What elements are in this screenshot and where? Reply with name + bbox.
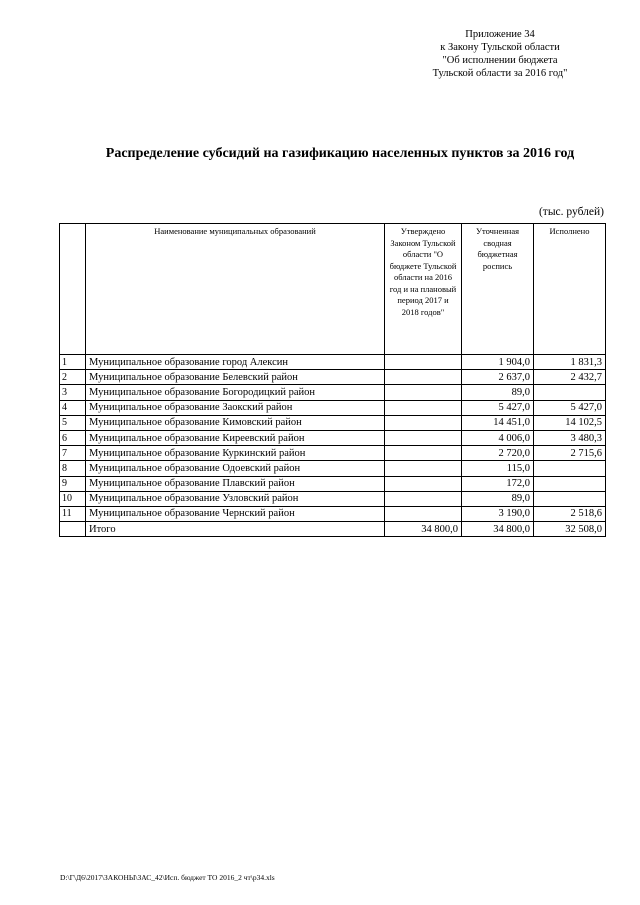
appendix-line-2: к Закону Тульской области <box>440 42 560 53</box>
table-body <box>60 355 606 537</box>
row-num: 7 <box>60 446 86 461</box>
row-specified: 1 904,0 <box>462 355 534 370</box>
row-executed: 32 508,0 <box>534 522 606 537</box>
row-specified: 89,0 <box>462 385 534 400</box>
row-name: Муниципальное образование Плавский район <box>86 476 385 491</box>
file-path-footer: D:\Г\Д6\2017\ЗАКОНЫ\ЗАС_42\Исп. бюджет ТО 2016_2 чт\р34.xls <box>60 873 275 882</box>
row-num: 4 <box>60 400 86 415</box>
row-name: Муниципальное образование Заокский район <box>86 400 385 415</box>
row-specified: 14 451,0 <box>462 415 534 430</box>
table-row <box>60 385 606 400</box>
table-row <box>60 491 606 506</box>
row-num: 10 <box>60 491 86 506</box>
row-specified: 89,0 <box>462 491 534 506</box>
row-num: 6 <box>60 430 86 445</box>
row-specified: 115,0 <box>462 461 534 476</box>
row-executed: 1 831,3 <box>534 355 606 370</box>
row-executed <box>534 491 606 506</box>
row-executed: 2 432,7 <box>534 370 606 385</box>
table-row <box>60 355 606 370</box>
header-executed: Исполнено <box>534 224 606 355</box>
row-approved <box>385 446 462 461</box>
row-executed: 2 518,6 <box>534 506 606 521</box>
row-num: 5 <box>60 415 86 430</box>
row-name: Муниципальное образование город Алексин <box>86 355 385 370</box>
document-title: Распределение субсидий на газификацию населенных пунктов за 2016 год <box>105 146 575 161</box>
row-approved <box>385 415 462 430</box>
row-executed <box>534 385 606 400</box>
row-executed <box>534 476 606 491</box>
row-executed: 3 480,3 <box>534 430 606 445</box>
row-num <box>60 522 86 537</box>
row-num: 2 <box>60 370 86 385</box>
row-approved <box>385 476 462 491</box>
row-approved <box>385 385 462 400</box>
row-name: Итого <box>86 522 385 537</box>
row-approved <box>385 370 462 385</box>
appendix-line-3: "Об исполнении бюджета <box>442 55 558 66</box>
row-num: 9 <box>60 476 86 491</box>
header-num <box>60 224 86 355</box>
table-row <box>60 430 606 445</box>
row-approved <box>385 355 462 370</box>
total-row <box>60 522 606 537</box>
row-name: Муниципальное образование Богородицкий район <box>86 385 385 400</box>
row-executed: 5 427,0 <box>534 400 606 415</box>
row-executed <box>534 461 606 476</box>
table-row <box>60 446 606 461</box>
row-num: 11 <box>60 506 86 521</box>
units-label: (тыс. рублей) <box>538 206 604 218</box>
row-executed: 2 715,6 <box>534 446 606 461</box>
appendix-line-4: Тульской области за 2016 год" <box>432 68 568 79</box>
table-row <box>60 370 606 385</box>
row-approved <box>385 400 462 415</box>
row-name: Муниципальное образование Одоевский район <box>86 461 385 476</box>
row-executed: 14 102,5 <box>534 415 606 430</box>
row-specified: 4 006,0 <box>462 430 534 445</box>
table-row <box>60 476 606 491</box>
row-name: Муниципальное образование Куркинский район <box>86 446 385 461</box>
row-specified: 2 637,0 <box>462 370 534 385</box>
row-name: Муниципальное образование Киреевский район <box>86 430 385 445</box>
table-row <box>60 400 606 415</box>
row-specified: 172,0 <box>462 476 534 491</box>
row-specified: 3 190,0 <box>462 506 534 521</box>
row-approved <box>385 461 462 476</box>
table-row <box>60 461 606 476</box>
row-name: Муниципальное образование Белевский район <box>86 370 385 385</box>
header-approved: Утверждено Законом Тульской области "О бюджете Тульской области на 2016 год и на плановый период 2017 и 2018 годов" <box>385 224 462 355</box>
header-name: Наименование муниципальных образований <box>86 224 385 355</box>
row-approved <box>385 491 462 506</box>
row-approved <box>385 506 462 521</box>
appendix-header <box>400 28 600 80</box>
row-name: Муниципальное образование Кимовский район <box>86 415 385 430</box>
row-approved <box>385 430 462 445</box>
row-specified: 2 720,0 <box>462 446 534 461</box>
header-specified: Уточненная сводная бюджетная роспись <box>462 224 534 355</box>
row-approved: 34 800,0 <box>385 522 462 537</box>
subsidies-table <box>59 223 606 537</box>
table-row <box>60 415 606 430</box>
row-num: 3 <box>60 385 86 400</box>
row-num: 1 <box>60 355 86 370</box>
row-specified: 34 800,0 <box>462 522 534 537</box>
row-name: Муниципальное образование Узловский район <box>86 491 385 506</box>
table-row <box>60 506 606 521</box>
appendix-line-1: Приложение 34 <box>465 29 535 40</box>
row-name: Муниципальное образование Чернский район <box>86 506 385 521</box>
table-header-row <box>60 224 606 355</box>
row-specified: 5 427,0 <box>462 400 534 415</box>
row-num: 8 <box>60 461 86 476</box>
